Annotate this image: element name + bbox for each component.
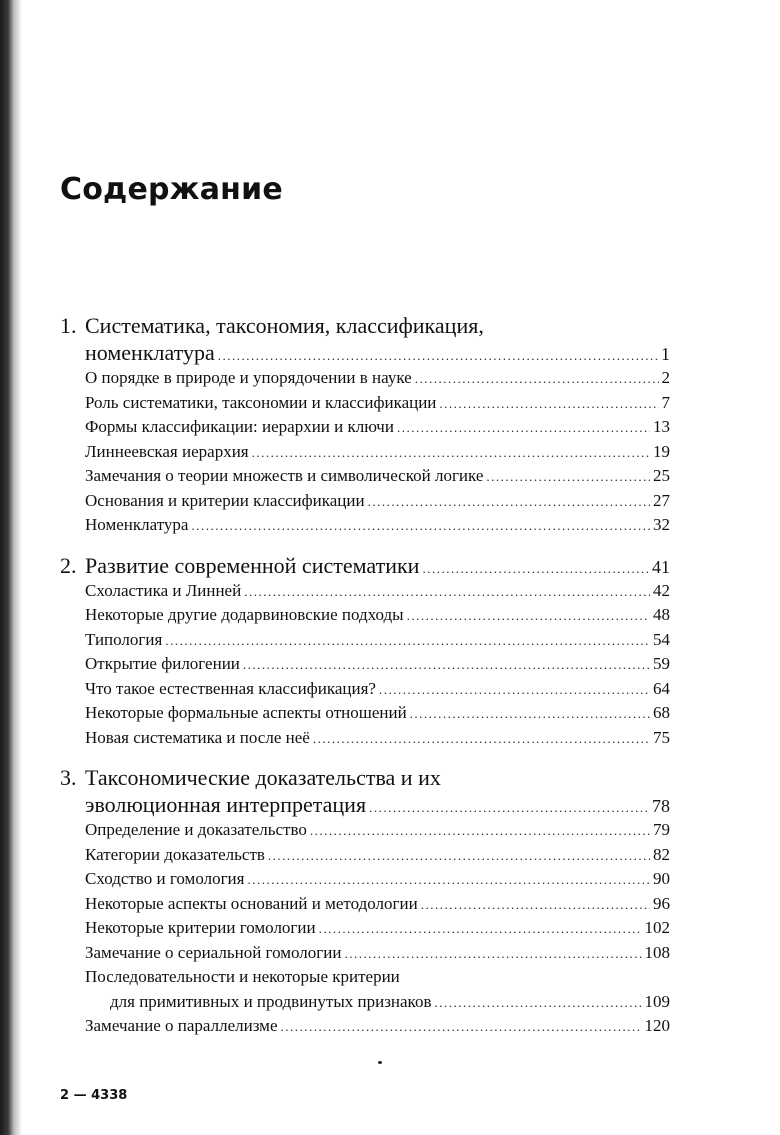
page-number: 90 bbox=[653, 869, 670, 888]
toc-entry bbox=[60, 916, 670, 941]
page-number: 96 bbox=[653, 893, 670, 913]
toc-chapter-2 bbox=[60, 552, 670, 751]
printer-signature-mark: 2 — 4338 bbox=[60, 1088, 128, 1103]
page-number: 82 bbox=[653, 844, 670, 864]
dot-leader bbox=[369, 794, 649, 821]
toc-entry bbox=[60, 941, 670, 966]
dot-leader bbox=[439, 392, 658, 417]
entry-title: Определение и доказательство bbox=[85, 820, 307, 839]
dot-leader bbox=[252, 441, 650, 466]
chapter-title: Развитие современной систематики bbox=[85, 552, 420, 578]
toc-entry-continued bbox=[60, 990, 670, 1015]
entry-title: Основания и критерии классификации bbox=[85, 490, 365, 510]
toc-entry bbox=[60, 513, 670, 538]
dot-leader bbox=[243, 653, 650, 678]
page-number: 1 bbox=[661, 344, 670, 364]
page-number: 27 bbox=[653, 490, 670, 510]
toc-entry bbox=[60, 867, 670, 892]
page-number: 59 bbox=[653, 654, 670, 673]
toc-entry bbox=[60, 579, 670, 604]
entry-title: Последовательности и некоторые критерии bbox=[85, 967, 400, 986]
page-number: 120 bbox=[644, 1016, 670, 1035]
dot-leader bbox=[191, 514, 650, 539]
entry-title: О порядке в природе и упорядочении в науке bbox=[85, 368, 412, 387]
page-number: 48 bbox=[653, 605, 670, 624]
table-of-contents bbox=[60, 312, 670, 1053]
entry-title: Роль систематики, таксономии и классификации bbox=[85, 392, 437, 412]
entry-title: Некоторые другие додарвиновские подходы bbox=[85, 605, 404, 624]
page-number: 19 bbox=[653, 441, 670, 461]
dot-leader bbox=[268, 844, 650, 869]
entry-title: Линнеевская иерархия bbox=[85, 441, 249, 461]
entry-title: Новая систематика и после неё bbox=[85, 727, 310, 747]
dot-leader bbox=[486, 465, 650, 490]
toc-entry bbox=[60, 391, 670, 416]
dot-leader bbox=[410, 702, 650, 727]
dot-leader bbox=[422, 555, 649, 582]
page-number: 2 bbox=[661, 368, 670, 387]
dot-leader bbox=[313, 727, 650, 752]
toc-entry bbox=[60, 892, 670, 917]
toc-entry bbox=[60, 965, 670, 990]
entry-title: Некоторые критерии гомологии bbox=[85, 918, 316, 937]
page-number: 75 bbox=[653, 727, 670, 747]
page-number: 32 bbox=[653, 515, 670, 534]
chapter-heading bbox=[60, 552, 670, 579]
toc-entry bbox=[60, 628, 670, 653]
toc-entry bbox=[60, 677, 670, 702]
entry-title: Категории доказательств bbox=[85, 844, 265, 864]
toc-entry bbox=[60, 415, 670, 440]
toc-entry bbox=[60, 366, 670, 391]
page-number: 102 bbox=[644, 918, 670, 937]
entry-title-line2: для примитивных и продвинутых признаков bbox=[110, 991, 432, 1011]
dot-leader bbox=[415, 367, 659, 392]
dot-leader bbox=[244, 580, 650, 605]
page-number: 78 bbox=[652, 796, 670, 816]
page-number: 79 bbox=[653, 820, 670, 839]
entry-title: Схоластика и Линней bbox=[85, 580, 242, 600]
toc-entry bbox=[60, 701, 670, 726]
chapter-heading bbox=[60, 764, 670, 791]
entry-title: Что такое естественная классификация? bbox=[85, 678, 376, 698]
toc-entry bbox=[60, 440, 670, 465]
page-number: 68 bbox=[653, 703, 670, 722]
dot-leader bbox=[397, 416, 650, 441]
dot-leader bbox=[165, 629, 650, 654]
toc-entry bbox=[60, 489, 670, 514]
dot-leader bbox=[407, 604, 650, 629]
page-number: 13 bbox=[653, 417, 670, 436]
entry-title: Замечания о теории множеств и символической логике bbox=[85, 466, 484, 485]
print-speck bbox=[378, 1061, 382, 1064]
dot-leader bbox=[218, 342, 658, 369]
page-number: 108 bbox=[644, 942, 670, 962]
page-number: 41 bbox=[652, 556, 670, 577]
dot-leader bbox=[319, 917, 642, 942]
entry-title: Сходство и гомология bbox=[85, 869, 245, 888]
page-number: 7 bbox=[661, 392, 670, 412]
chapter-heading-continued bbox=[60, 339, 670, 366]
toc-entry bbox=[60, 603, 670, 628]
toc-entry bbox=[60, 818, 670, 843]
toc-entry bbox=[60, 1014, 670, 1039]
toc-chapter-1 bbox=[60, 312, 670, 538]
page-number: 25 bbox=[653, 466, 670, 485]
chapter-number: 3. bbox=[60, 765, 77, 790]
dot-leader bbox=[310, 819, 650, 844]
chapter-heading bbox=[60, 312, 670, 339]
page-title: Содержание bbox=[60, 172, 283, 207]
dot-leader bbox=[281, 1015, 642, 1040]
dot-leader bbox=[421, 893, 650, 918]
dot-leader bbox=[368, 490, 650, 515]
chapter-title: Таксономические доказательства и их bbox=[85, 765, 441, 790]
dot-leader bbox=[247, 868, 650, 893]
book-spine-shadow bbox=[0, 0, 22, 1135]
entry-title: Номенклатура bbox=[85, 515, 189, 534]
toc-chapter-3 bbox=[60, 764, 670, 1039]
toc-entry bbox=[60, 464, 670, 489]
page-number: 109 bbox=[644, 991, 670, 1011]
chapter-title: Систематика, таксономия, классификация, bbox=[85, 313, 484, 338]
chapter-title-line2: эволюционная интерпретация bbox=[85, 792, 367, 817]
chapter-heading-continued bbox=[60, 791, 670, 818]
dot-leader bbox=[434, 991, 641, 1016]
chapter-number: 2. bbox=[60, 552, 77, 578]
toc-entry bbox=[60, 652, 670, 677]
entry-title: Некоторые аспекты оснований и методологии bbox=[85, 893, 418, 913]
entry-title: Замечание о параллелизме bbox=[85, 1016, 278, 1035]
page-number: 54 bbox=[653, 629, 670, 649]
toc-entry bbox=[60, 726, 670, 751]
page-number: 64 bbox=[653, 678, 670, 698]
dot-leader bbox=[379, 678, 650, 703]
entry-title: Замечание о сериальной гомологии bbox=[85, 942, 342, 962]
entry-title: Некоторые формальные аспекты отношений bbox=[85, 703, 407, 722]
entry-title: Формы классификации: иерархии и ключи bbox=[85, 417, 394, 436]
page-number: 42 bbox=[653, 580, 670, 600]
chapter-number: 1. bbox=[60, 313, 77, 338]
entry-title: Типология bbox=[85, 629, 163, 649]
chapter-title-line2: номенклатура bbox=[85, 340, 215, 365]
dot-leader bbox=[344, 942, 641, 967]
entry-title: Открытие филогении bbox=[85, 654, 240, 673]
toc-entry bbox=[60, 843, 670, 868]
